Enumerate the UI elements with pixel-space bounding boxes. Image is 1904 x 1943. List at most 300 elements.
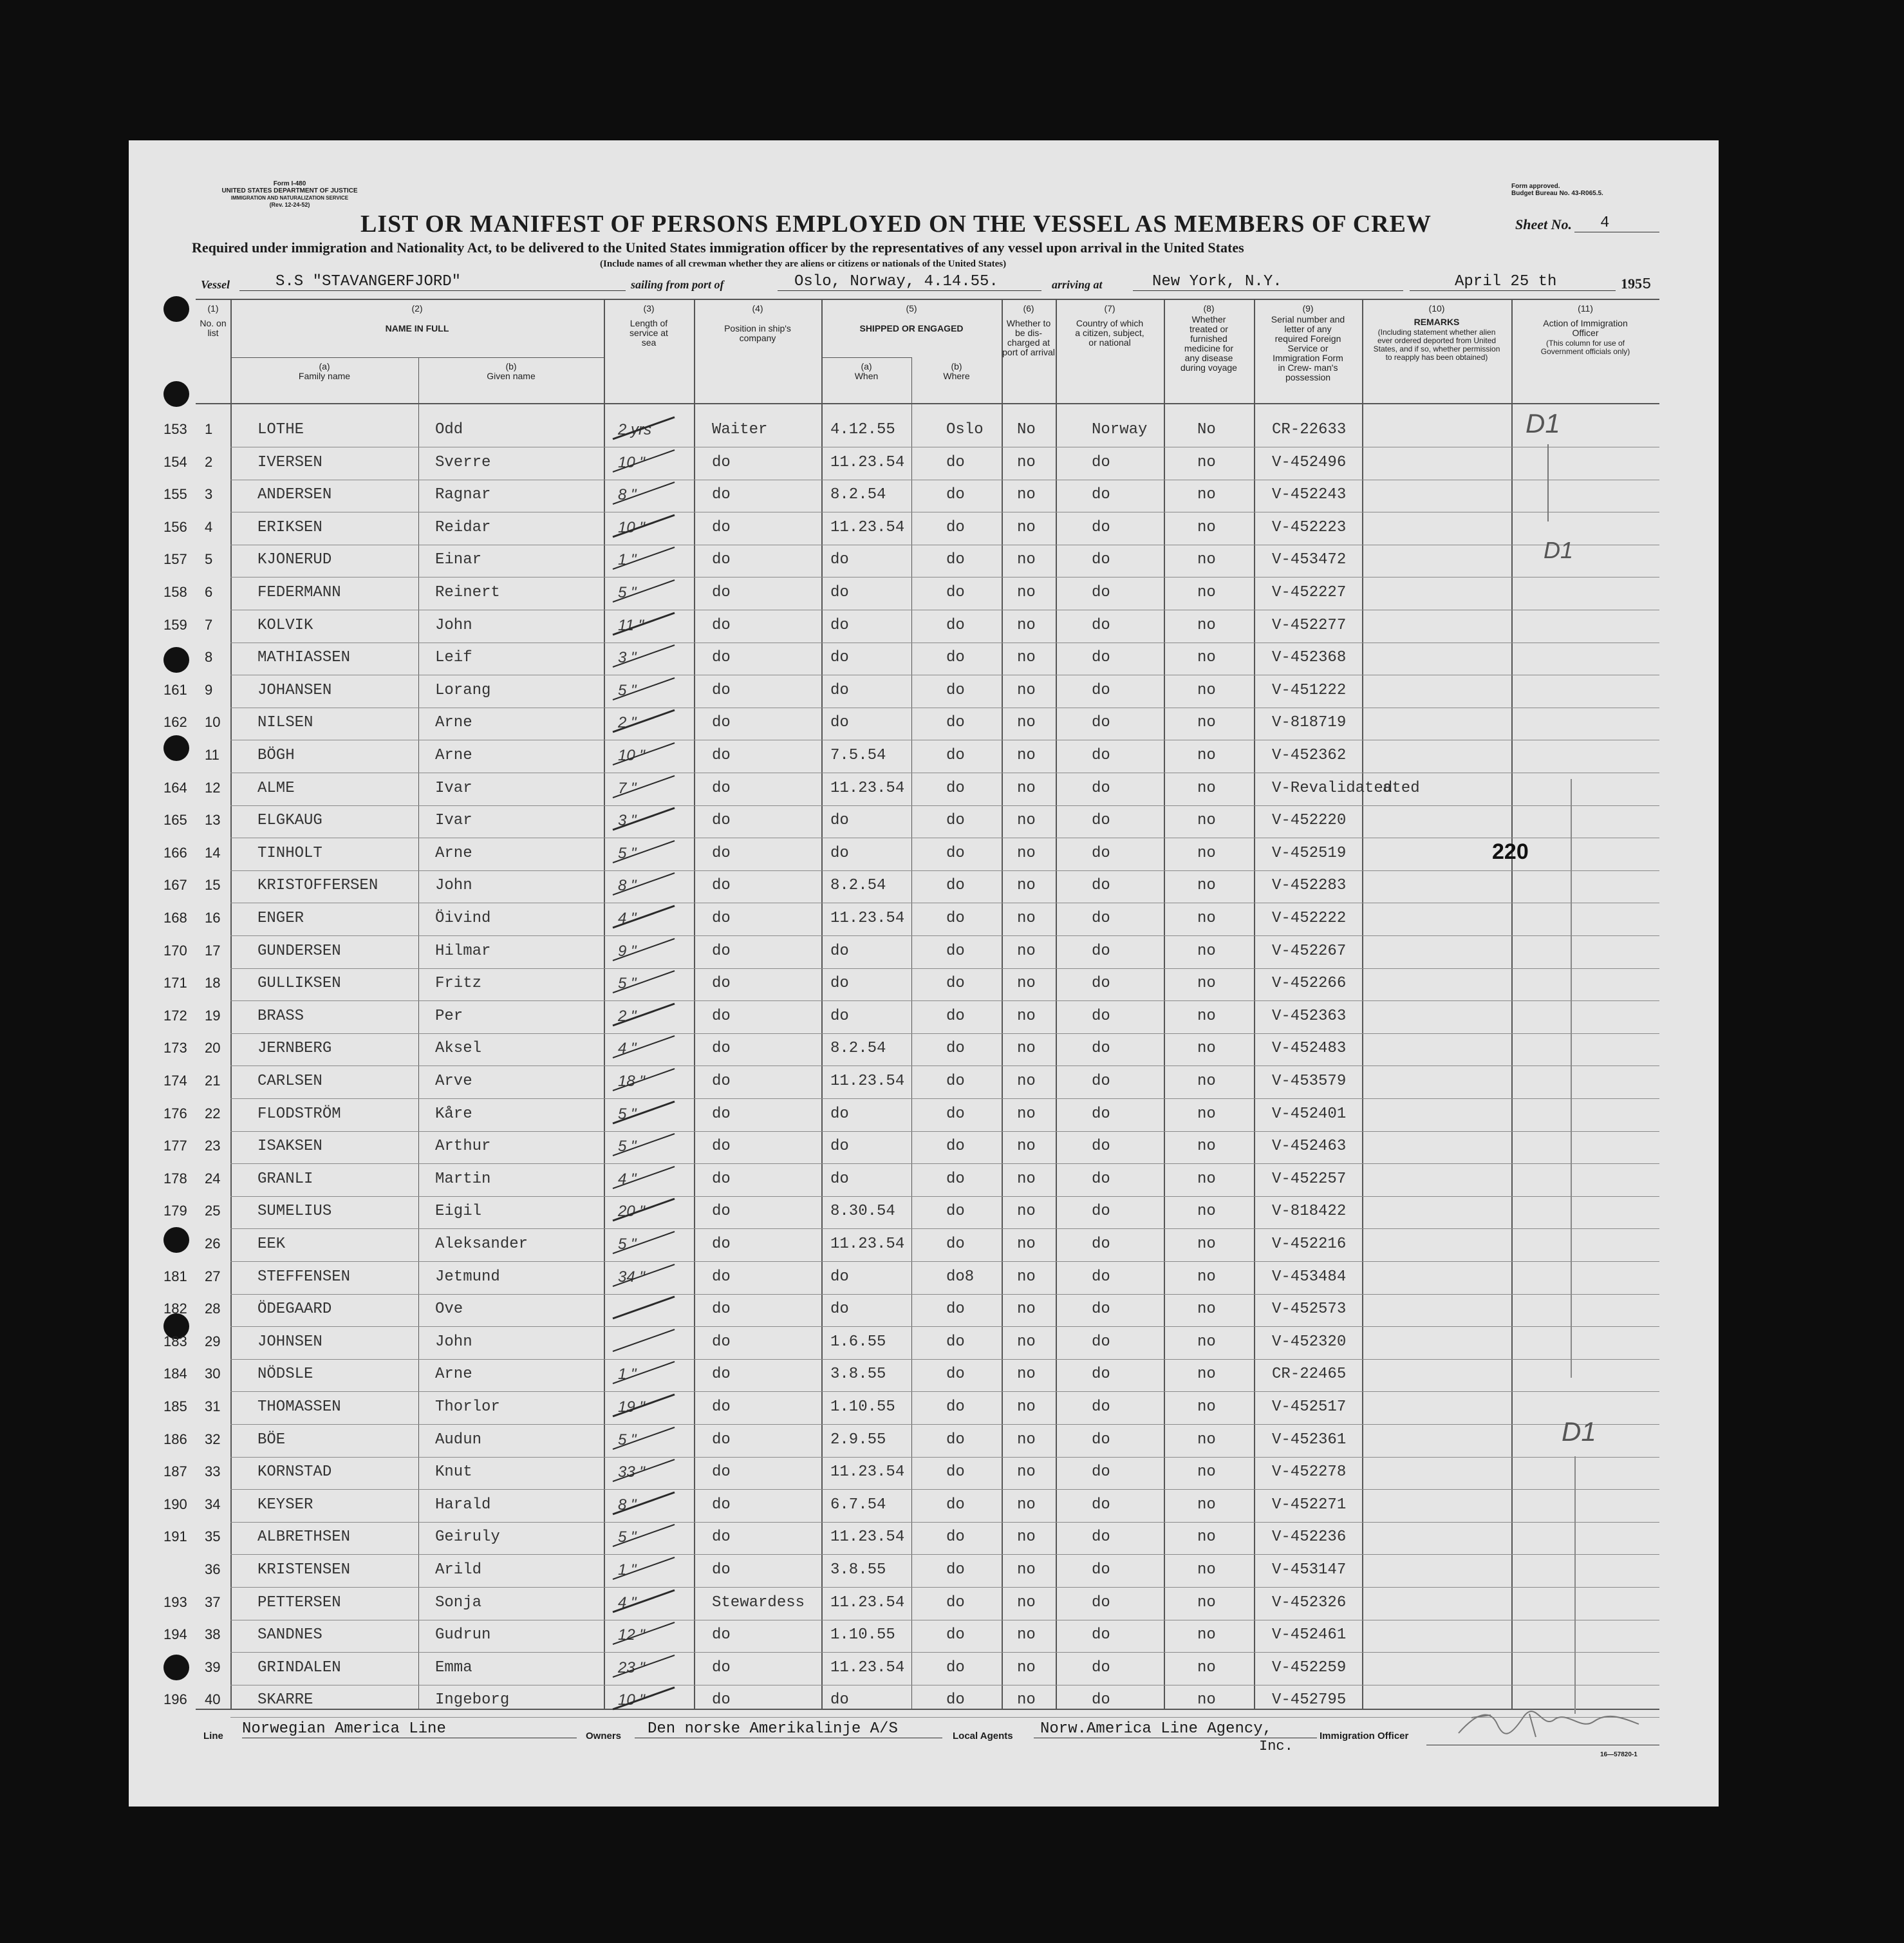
cell-country: do <box>1092 1268 1110 1286</box>
length-strike-mark <box>610 771 681 803</box>
cell-no: 32 <box>205 1431 221 1447</box>
cell-family: JOHNSEN <box>257 1333 322 1351</box>
service: IMMIGRATION AND NATURALIZATION SERVICE <box>230 195 349 201</box>
cell-no: 26 <box>205 1235 221 1252</box>
cell-no: 7 <box>205 616 213 633</box>
cell-family: NÖDSLE <box>257 1366 313 1384</box>
table-row <box>0 415 1904 447</box>
col-1-number: (1) <box>207 303 219 314</box>
cell-when: 6.7.54 <box>830 1496 886 1514</box>
cell-given: Aleksander <box>435 1235 528 1253</box>
cell-no: 18 <box>205 975 221 991</box>
cell-length: 5 " <box>618 844 637 862</box>
cell-length: 7 " <box>618 779 637 797</box>
cell-family: SANDNES <box>257 1626 322 1644</box>
cell-serial: V-452573 <box>1272 1300 1347 1319</box>
cell-when: 7.5.54 <box>830 747 886 764</box>
cell-where: do <box>946 1658 965 1676</box>
length-strike-mark <box>610 868 681 900</box>
cell-discharged: no <box>1017 518 1036 536</box>
cell-position: do <box>712 714 731 732</box>
revision: (Rev. 12-24-52) <box>269 202 310 208</box>
arriving-port: New York, N.Y. <box>1152 273 1282 290</box>
cell-position: do <box>712 975 731 993</box>
cell-when: 11.23.54 <box>830 1593 905 1611</box>
cell-length: 23 " <box>618 1658 645 1676</box>
cell-length: 5 " <box>618 1528 637 1546</box>
cell-length: 5 " <box>618 584 637 601</box>
length-strike-mark <box>610 999 681 1031</box>
cell-given: Arve <box>435 1073 472 1090</box>
cell-position: do <box>712 1658 731 1676</box>
cell-discharged: no <box>1017 1007 1036 1025</box>
cell-length: 12 " <box>618 1626 645 1644</box>
cell-no: 27 <box>205 1268 221 1284</box>
year-suffix: 5 <box>1642 276 1652 294</box>
cell-serial: V-452278 <box>1272 1463 1347 1481</box>
cell-family: FLODSTRÖM <box>257 1105 341 1123</box>
cell-serial: V-452496 <box>1272 453 1347 471</box>
cell-where: do <box>946 1105 965 1123</box>
cell-seq: 166 <box>163 844 187 861</box>
cell-country: do <box>1092 453 1110 471</box>
cell-when: do <box>830 551 849 569</box>
cell-where: do <box>946 584 965 601</box>
cell-no: 21 <box>205 1073 221 1089</box>
cell-country: do <box>1092 1073 1110 1090</box>
table-row <box>0 1164 1904 1197</box>
treated-header: Whether treated or furnished medicine for any disease during voyage <box>1181 314 1237 373</box>
cell-where: do <box>946 1626 965 1644</box>
cell-when: do <box>830 812 849 830</box>
cell-no: 22 <box>205 1105 221 1122</box>
cell-family: EEK <box>257 1235 286 1253</box>
cell-seq: 167 <box>163 877 187 894</box>
cell-serial: V-451222 <box>1272 681 1347 699</box>
cell-position: do <box>712 942 731 960</box>
check-line <box>1547 444 1549 521</box>
cell-family: KOLVIK <box>257 616 313 634</box>
cell-position: do <box>712 551 731 569</box>
cell-family: PETTERSEN <box>257 1593 341 1611</box>
cell-position: do <box>712 616 731 634</box>
cell-country: do <box>1092 1235 1110 1253</box>
line-label: Line <box>203 1731 223 1741</box>
cell-where: do <box>946 1300 965 1319</box>
cell-seq: 153 <box>163 421 187 437</box>
cell-seq: 170 <box>163 942 187 959</box>
cell-family: MATHIASSEN <box>257 649 351 667</box>
cell-where: do <box>946 1007 965 1025</box>
cell-treated: no <box>1197 1463 1216 1481</box>
cell-family: STEFFENSEN <box>257 1268 351 1286</box>
col-10-number: (10) <box>1428 303 1445 314</box>
cell-treated: no <box>1197 1431 1216 1449</box>
cell-treated: no <box>1197 1496 1216 1514</box>
cell-seq: 194 <box>163 1626 187 1643</box>
cell-when: do <box>830 1691 849 1709</box>
cell-discharged: no <box>1017 1040 1036 1058</box>
col-3-number: (3) <box>643 303 655 314</box>
cell-when: 8.30.54 <box>830 1203 895 1221</box>
cell-treated: no <box>1197 649 1216 667</box>
cell-given: Sonja <box>435 1593 482 1611</box>
cell-discharged: no <box>1017 877 1036 895</box>
cell-family: ENGER <box>257 910 304 927</box>
cell-length: 5 " <box>618 1431 637 1449</box>
cell-no: 6 <box>205 584 213 600</box>
cell-discharged: no <box>1017 1170 1036 1188</box>
cell-given: John <box>435 877 472 895</box>
cell-no: 15 <box>205 877 221 894</box>
position-header: Position in ship's company <box>724 323 791 343</box>
cell-when: 11.23.54 <box>830 1658 905 1676</box>
where-letter: (b) <box>951 361 962 371</box>
cell-discharged: no <box>1017 1658 1036 1676</box>
cell-discharged: no <box>1017 1626 1036 1644</box>
cell-no: 2 <box>205 453 213 470</box>
table-row <box>0 610 1904 643</box>
cell-family: THOMASSEN <box>257 1398 341 1416</box>
cell-serial: V-452220 <box>1272 812 1347 830</box>
cell-country: do <box>1092 1496 1110 1514</box>
cell-serial: V-452363 <box>1272 1007 1347 1025</box>
cell-treated: no <box>1197 486 1216 504</box>
no-on-list-header: No. on list <box>200 318 227 338</box>
cell-when: 11.23.54 <box>830 518 905 536</box>
annotation-d1: D1 <box>1526 408 1560 438</box>
cell-treated: no <box>1197 1105 1216 1123</box>
cell-discharged: no <box>1017 1203 1036 1221</box>
cell-when: 11.23.54 <box>830 1235 905 1253</box>
cell-discharged: no <box>1017 584 1036 601</box>
cell-seq: 155 <box>163 486 187 503</box>
length-strike-mark <box>610 738 681 770</box>
cell-when: do <box>830 1300 849 1319</box>
cell-family: ISAKSEN <box>257 1138 322 1156</box>
cell-when: do <box>830 1105 849 1123</box>
cell-family: TINHOLT <box>257 844 322 862</box>
cell-position: Stewardess <box>712 1593 805 1611</box>
remarks-header: REMARKS <box>1414 317 1460 327</box>
table-row <box>0 1653 1904 1685</box>
row-rule <box>230 1717 1659 1718</box>
cell-country: do <box>1092 1333 1110 1351</box>
cell-treated: no <box>1197 779 1216 797</box>
table-row <box>0 1490 1904 1523</box>
cell-discharged: no <box>1017 616 1036 634</box>
cell-no: 12 <box>205 779 221 796</box>
cell-treated: no <box>1197 1658 1216 1676</box>
cell-no: 20 <box>205 1040 221 1056</box>
cell-given: Ivar <box>435 812 472 830</box>
table-row <box>0 1099 1904 1132</box>
cell-serial: V-453484 <box>1272 1268 1347 1286</box>
cell-country: do <box>1092 714 1110 732</box>
cell-length: 5 " <box>618 975 637 993</box>
cell-where: do <box>946 1138 965 1156</box>
cell-country: do <box>1092 1398 1110 1416</box>
cell-family: FEDERMANN <box>257 584 341 601</box>
cell-serial: V-Revalidated <box>1272 779 1393 797</box>
length-strike-mark <box>610 1682 681 1714</box>
cell-length: 2 " <box>618 1007 637 1025</box>
line-field <box>242 1720 577 1738</box>
cell-no: 36 <box>205 1561 221 1577</box>
cell-seq: 164 <box>163 779 187 796</box>
cell-when: do <box>830 714 849 732</box>
cell-discharged: no <box>1017 453 1036 471</box>
cell-length: 5 " <box>618 1105 637 1123</box>
table-row <box>0 643 1904 675</box>
cell-no: 37 <box>205 1593 221 1610</box>
cell-when: 8.2.54 <box>830 1040 886 1058</box>
cell-given: Lorang <box>435 681 491 699</box>
cell-serial-continued: ated <box>1383 779 1420 797</box>
cell-no: 39 <box>205 1658 221 1675</box>
budget-bureau: Budget Bureau No. 43-R065.5. <box>1511 190 1603 197</box>
length-strike-mark <box>610 1389 681 1422</box>
cell-seq: 184 <box>163 1366 187 1382</box>
cell-position: do <box>712 1268 731 1286</box>
cell-where: do <box>946 1333 965 1351</box>
cell-no: 13 <box>205 812 221 829</box>
table-row <box>0 1620 1904 1653</box>
length-strike-mark <box>610 705 681 737</box>
cell-no: 17 <box>205 942 221 959</box>
cell-treated: no <box>1197 714 1216 732</box>
cell-when: 11.23.54 <box>830 779 905 797</box>
cell-treated: no <box>1197 844 1216 862</box>
cell-seq: 174 <box>163 1073 187 1089</box>
cell-given: Fritz <box>435 975 482 993</box>
cell-serial: V-452259 <box>1272 1658 1347 1676</box>
cell-discharged: no <box>1017 975 1036 993</box>
cell-serial: V-452401 <box>1272 1105 1347 1123</box>
cell-when: do <box>830 1268 849 1286</box>
cell-position: do <box>712 1333 731 1351</box>
cell-discharged: no <box>1017 1528 1036 1546</box>
length-strike-mark <box>610 1031 681 1063</box>
table-row <box>0 1066 1904 1099</box>
cell-where: do <box>946 1561 965 1579</box>
cell-given: Jetmund <box>435 1268 500 1286</box>
cell-family: ERIKSEN <box>257 518 322 536</box>
cell-where: do <box>946 1431 965 1449</box>
cell-family: JERNBERG <box>257 1040 332 1058</box>
cell-position: do <box>712 1235 731 1253</box>
cell-treated: no <box>1197 1333 1216 1351</box>
cell-position: do <box>712 518 731 536</box>
cell-treated: no <box>1197 1300 1216 1319</box>
cell-serial: V-452320 <box>1272 1333 1347 1351</box>
cell-treated: no <box>1197 616 1216 634</box>
cell-family: KJONERUD <box>257 551 332 569</box>
table-row <box>0 512 1904 545</box>
cell-where: do <box>946 1203 965 1221</box>
cell-treated: no <box>1197 551 1216 569</box>
agents-value-2: Inc. <box>1259 1738 1293 1754</box>
table-row <box>0 968 1904 1001</box>
cell-length: 8 " <box>618 1496 637 1514</box>
length-strike-mark <box>610 1259 681 1291</box>
cell-given: Einar <box>435 551 482 569</box>
form-number: Form I-480 <box>273 180 306 187</box>
cell-family: KORNSTAD <box>257 1463 332 1481</box>
cell-seq: 161 <box>163 681 187 698</box>
cell-discharged: No <box>1017 421 1036 438</box>
cell-discharged: no <box>1017 747 1036 764</box>
length-strike-mark <box>610 934 681 966</box>
cell-position: do <box>712 1463 731 1481</box>
cell-treated: no <box>1197 1561 1216 1579</box>
cell-treated: no <box>1197 1170 1216 1188</box>
cell-discharged: no <box>1017 1235 1036 1253</box>
cell-position: Waiter <box>712 421 768 438</box>
cell-when: do <box>830 844 849 862</box>
cell-no: 35 <box>205 1528 221 1545</box>
cell-discharged: no <box>1017 1496 1036 1514</box>
owners-field <box>635 1720 942 1738</box>
cell-when: 11.23.54 <box>830 1528 905 1546</box>
cell-seq: 159 <box>163 616 187 633</box>
col-4-number: (4) <box>752 303 763 314</box>
cell-given: Ingeborg <box>435 1691 510 1709</box>
agents-value: Norw.America Line Agency, <box>1040 1720 1273 1738</box>
cell-family: GULLIKSEN <box>257 975 341 993</box>
cell-serial: V-452257 <box>1272 1170 1347 1188</box>
cell-no: 5 <box>205 551 213 568</box>
cell-given: Reidar <box>435 518 491 536</box>
table-row <box>0 773 1904 806</box>
cell-when: 8.2.54 <box>830 486 886 504</box>
cell-no: 33 <box>205 1463 221 1480</box>
cell-family: LOTHE <box>257 421 304 438</box>
table-row <box>0 675 1904 708</box>
family-name-letter: (a) <box>319 361 330 371</box>
cell-country: do <box>1092 877 1110 895</box>
cell-country: do <box>1092 1691 1110 1709</box>
cell-no: 3 <box>205 486 213 503</box>
table-row <box>0 1196 1904 1229</box>
cell-family: BÖE <box>257 1431 286 1449</box>
table-row <box>0 1262 1904 1295</box>
cell-country: do <box>1092 747 1110 764</box>
cell-treated: no <box>1197 1593 1216 1611</box>
arrival-date: April 25 th <box>1455 273 1557 290</box>
col-2-number: (2) <box>411 303 423 314</box>
cell-given: Emma <box>435 1658 472 1676</box>
cell-treated: no <box>1197 1073 1216 1090</box>
cell-position: do <box>712 1040 731 1058</box>
cell-given: Odd <box>435 421 463 438</box>
check-line <box>1571 779 1572 1378</box>
length-strike-mark <box>610 1422 681 1454</box>
cell-when: do <box>830 1138 849 1156</box>
cell-country: do <box>1092 812 1110 830</box>
cell-when: 2.9.55 <box>830 1431 886 1449</box>
cell-length: 34 " <box>618 1268 645 1286</box>
cell-seq: 158 <box>163 584 187 600</box>
cell-family: IVERSEN <box>257 453 322 471</box>
length-strike-mark <box>610 1617 681 1649</box>
cell-serial: V-452519 <box>1272 844 1347 862</box>
cell-position: do <box>712 779 731 797</box>
cell-family: SKARRE <box>257 1691 313 1709</box>
annotation-d1: D1 <box>1562 1416 1596 1447</box>
length-strike-mark <box>610 412 681 444</box>
cell-serial: V-452368 <box>1272 649 1347 667</box>
cell-treated: no <box>1197 1398 1216 1416</box>
cell-seq: 176 <box>163 1105 187 1122</box>
cell-length: 10 " <box>618 1691 645 1709</box>
cell-seq: 177 <box>163 1138 187 1154</box>
length-strike-mark <box>610 1096 681 1129</box>
when-label: When <box>854 371 879 381</box>
table-row <box>0 577 1904 610</box>
cell-family: SUMELIUS <box>257 1203 332 1221</box>
cell-given: Audun <box>435 1431 482 1449</box>
cell-when: 11.23.54 <box>830 1463 905 1481</box>
cell-serial: V-452267 <box>1272 942 1347 960</box>
cell-given: Ove <box>435 1300 463 1319</box>
cell-no: 38 <box>205 1626 221 1643</box>
cell-length: 11 " <box>618 616 644 634</box>
cell-seq: 178 <box>163 1170 187 1187</box>
cell-where: do <box>946 1040 965 1058</box>
cell-family: ALBRETHSEN <box>257 1528 351 1546</box>
check-line <box>1574 1456 1576 1714</box>
cell-country: do <box>1092 1658 1110 1676</box>
cell-when: do <box>830 616 849 634</box>
cell-length: 10 " <box>618 518 645 536</box>
length-strike-mark <box>610 1519 681 1552</box>
cell-treated: no <box>1197 1040 1216 1058</box>
cell-position: do <box>712 1007 731 1025</box>
length-strike-mark <box>610 640 681 672</box>
cell-discharged: no <box>1017 844 1036 862</box>
cell-discharged: no <box>1017 1366 1036 1384</box>
cell-no: 8 <box>205 649 213 666</box>
cell-discharged: no <box>1017 779 1036 797</box>
action-note: (This column for use of Government officials only) <box>1540 339 1630 356</box>
cell-position: do <box>712 812 731 830</box>
cell-when: 11.23.54 <box>830 1073 905 1090</box>
cell-when: 1.6.55 <box>830 1333 886 1351</box>
table-row <box>0 903 1904 936</box>
arriving-label: arriving at <box>1052 278 1103 291</box>
length-header: Length of service at sea <box>630 318 668 348</box>
cell-discharged: no <box>1017 812 1036 830</box>
cell-length: 4 " <box>618 1170 637 1188</box>
cell-when: do <box>830 681 849 699</box>
cell-discharged: no <box>1017 649 1036 667</box>
cell-country: do <box>1092 844 1110 862</box>
cell-family: JOHANSEN <box>257 681 332 699</box>
cell-where: do <box>946 714 965 732</box>
cell-length: 2 " <box>618 714 637 732</box>
cell-discharged: no <box>1017 1593 1036 1611</box>
when-letter: (a) <box>861 361 872 371</box>
table-row <box>0 1425 1904 1458</box>
cell-length: 1 " <box>618 1561 637 1579</box>
cell-family: GRANLI <box>257 1170 313 1188</box>
cell-where: do <box>946 1366 965 1384</box>
length-strike-mark <box>610 1552 681 1584</box>
cell-serial: V-818422 <box>1272 1203 1347 1221</box>
cell-where: do <box>946 1073 965 1090</box>
cell-serial: CR-22633 <box>1272 421 1347 438</box>
